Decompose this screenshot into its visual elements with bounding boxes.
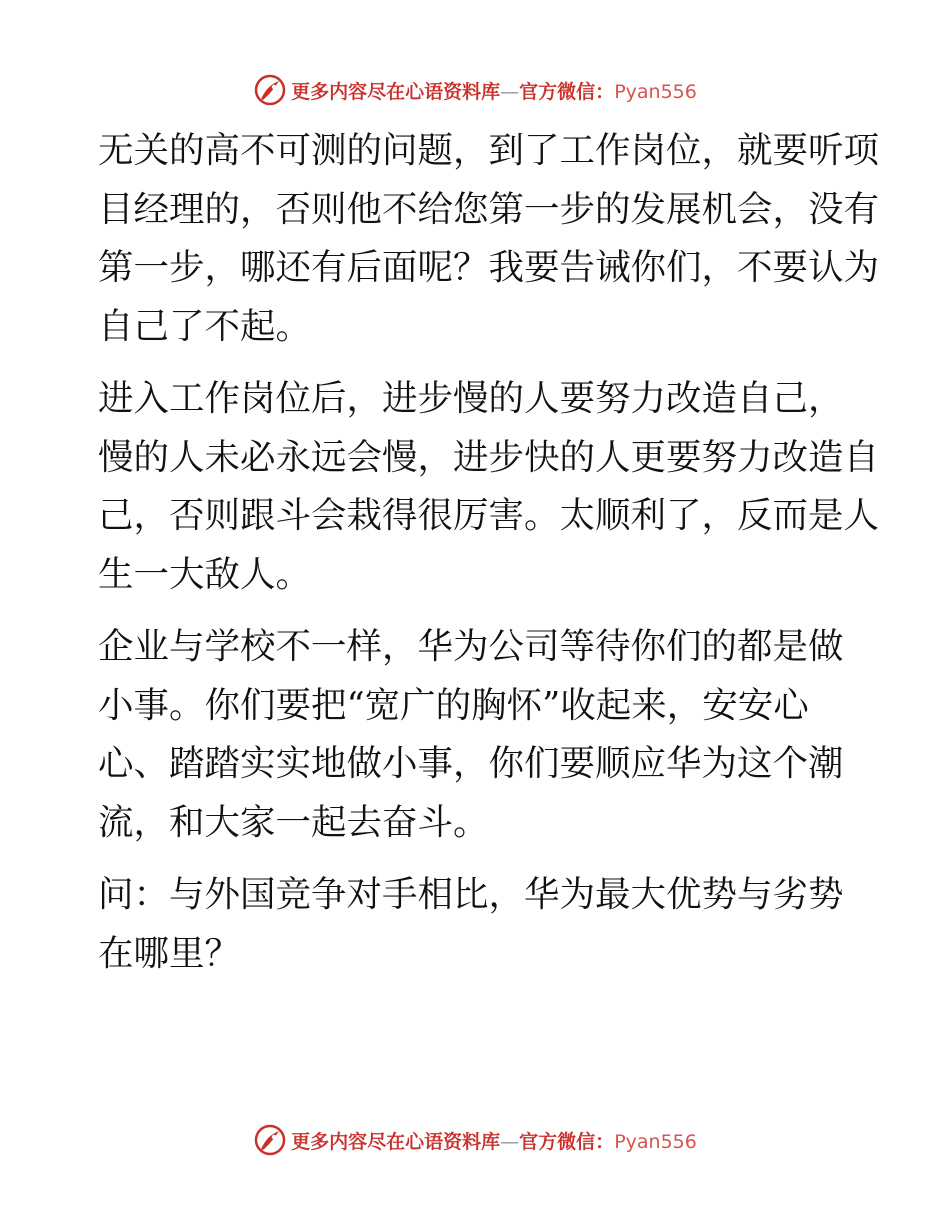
text-line: 慢的人未必永远会慢，进步快的人更要努力改造自 (98, 436, 880, 478)
flame-pen-icon (253, 1123, 287, 1157)
flame-pen-icon (253, 73, 287, 107)
text-line: 自己了不起。 (98, 305, 312, 347)
footer-watermark (0, 1120, 950, 1160)
text-line: 生一大敌人。 (98, 553, 312, 595)
text-line: 无关的高不可测的问题，到了工作岗位，就要听项 (98, 130, 880, 171)
watermark-text: 更多内容尽在心语资料库—官方微信：Pyan556 (291, 1130, 697, 1153)
text-line: 心、踏踏实实地做小事，你们要顺应华为这个潮 (98, 743, 844, 784)
text-line: 目经理的，否则他不给您第一步的发展机会，没有 (98, 188, 880, 230)
text-line: 企业与学校不一样，华为公司等待你们的都是做 (98, 626, 844, 667)
document-body (98, 122, 880, 995)
paragraph (98, 866, 858, 983)
text-line: 小事。你们要把“宽广的胸怀”收起来，安安心 (98, 684, 809, 726)
text-line: 己，否则跟斗会栽得很厉害。太顺利了，反而是人 (98, 495, 880, 536)
watermark-text: 更多内容尽在心语资料库—官方微信：Pyan556 (291, 80, 697, 103)
text-line: 问：与外国竞争对手相比，华为最大优势与劣势 (98, 874, 844, 915)
text-line: 进入工作岗位后，进步慢的人要努力改造自己， (98, 378, 844, 419)
text-line: 第一步，哪还有后面呢？我要告诫你们，不要认为 (98, 247, 880, 288)
header-watermark (0, 70, 950, 110)
paragraph (98, 122, 880, 356)
text-line: 在哪里？ (98, 932, 241, 974)
paragraph (98, 618, 858, 852)
text-line: 流，和大家一起去奋斗。 (98, 801, 489, 843)
paragraph (98, 370, 880, 604)
